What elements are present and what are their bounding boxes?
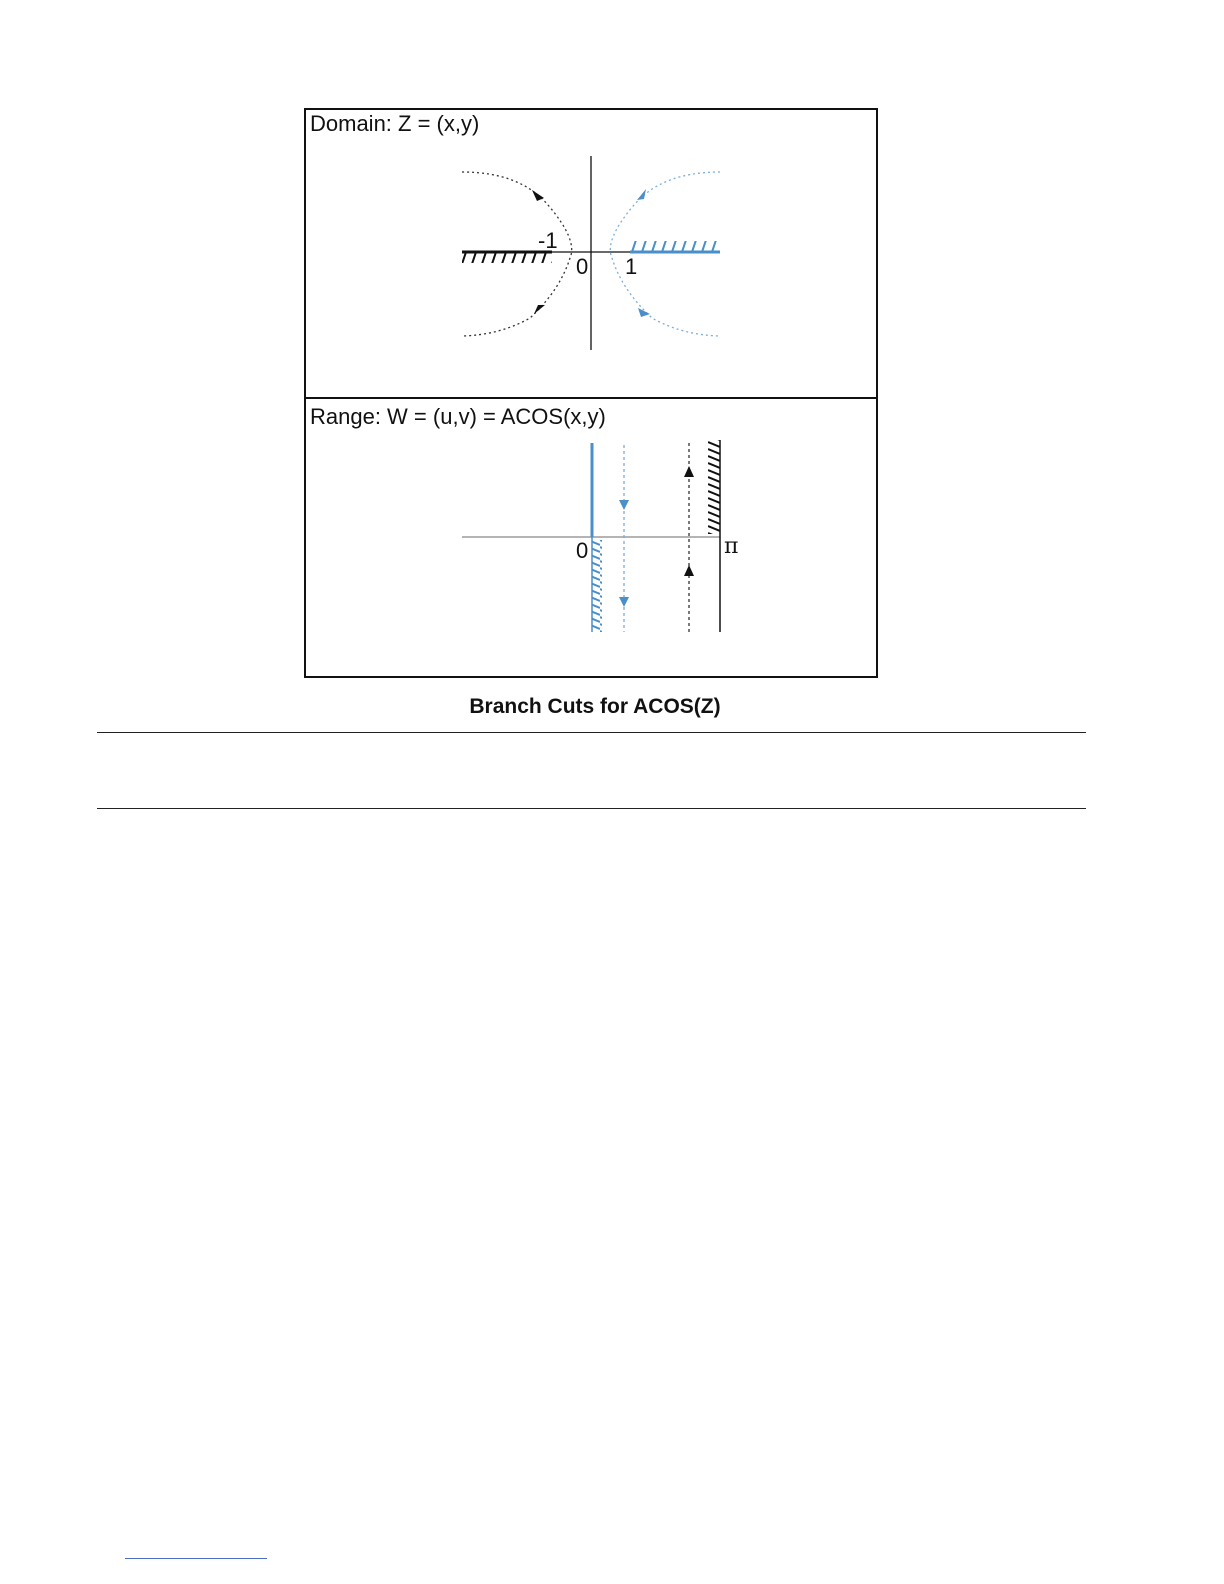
top-horizontal-rule	[97, 732, 1086, 733]
range-panel	[305, 398, 877, 677]
range-panel-title: Range: W = (u,v) = ACOS(x,y)	[310, 404, 606, 429]
domain-label-one: 1	[625, 254, 638, 279]
domain-label-neg-one: -1	[538, 228, 558, 253]
range-right-boundary-hatching	[708, 440, 720, 534]
footnote-rule	[125, 1558, 267, 1559]
domain-label-origin: 0	[576, 254, 589, 279]
bottom-horizontal-rule	[97, 808, 1086, 809]
domain-right-cut-hatching	[630, 241, 720, 252]
range-label-origin: 0	[576, 538, 589, 563]
domain-left-cut-hatching	[462, 252, 552, 263]
range-blue-arrow-upper	[619, 500, 629, 510]
range-black-arrow-lower	[684, 565, 694, 576]
range-left-boundary-hatching	[592, 540, 602, 632]
domain-panel	[305, 109, 877, 398]
range-blue-arrow-lower	[619, 597, 629, 607]
range-label-pi: π	[724, 534, 739, 559]
domain-panel-title: Domain: Z = (x,y)	[310, 111, 480, 136]
domain-left-arrow-upper	[532, 190, 544, 201]
domain-right-arrow-upper	[637, 189, 646, 200]
branch-cuts-figure	[0, 0, 1224, 690]
figure-caption: Branch Cuts for ACOS(Z)	[469, 695, 721, 718]
range-black-arrow-upper	[684, 466, 694, 477]
